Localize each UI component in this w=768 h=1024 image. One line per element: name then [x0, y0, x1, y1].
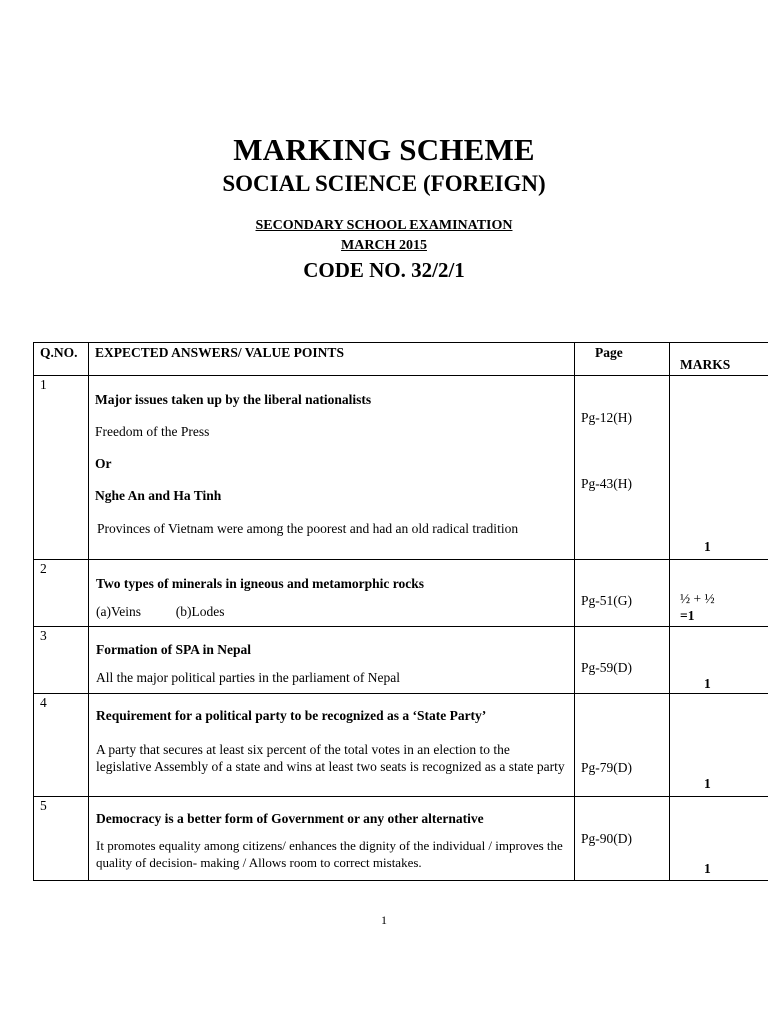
- row-4-page: Pg-79(D): [581, 760, 632, 775]
- row-5-answer: It promotes equality among citizens/ enhances the dignity of the individual / improves the quality of decision- making / Allows room to correct mistakes.: [96, 838, 563, 870]
- row-3-marks: 1: [704, 676, 711, 691]
- row-5-question: Democracy is a better form of Government or any other alternative: [96, 811, 484, 826]
- exam-name: SECONDARY SCHOOL EXAMINATION: [255, 218, 513, 233]
- row-3-marks-cell: [670, 627, 768, 694]
- row-2-page-cell: [575, 560, 670, 627]
- header-qno: Q.NO.: [34, 343, 89, 376]
- row-2-marks-line2: =1: [680, 608, 695, 623]
- row-3-question: Formation of SPA in Nepal: [96, 642, 251, 657]
- row-5-marks-cell: [670, 797, 768, 881]
- row-4-marks-cell: [670, 694, 768, 797]
- row-5-answer-cell: [89, 797, 575, 881]
- row-3-qno: 3: [34, 627, 89, 694]
- row-4-answer: A party that secures at least six percent of the total votes in an election to the legislative Assembly of a state and wins at least two seats is recognized as a state party: [96, 742, 565, 774]
- row-5-page: Pg-90(D): [581, 831, 632, 846]
- row-2-marks-cell: [670, 560, 768, 627]
- marking-scheme-table: [33, 342, 768, 881]
- row-1-marks: 1: [704, 539, 711, 554]
- row-3-page: Pg-59(D): [581, 660, 632, 675]
- row-1-question-alt: Nghe An and Ha Tinh: [95, 488, 222, 503]
- row-1-page-cell: [575, 376, 670, 560]
- header-marks: MARKS: [680, 357, 731, 372]
- page-number: 1: [381, 913, 387, 927]
- exam-month: MARCH 2015: [341, 238, 427, 253]
- row-4-page-cell: [575, 694, 670, 797]
- row-5-page-cell: [575, 797, 670, 881]
- page-title: MARKING SCHEME: [233, 132, 535, 167]
- row-1-marks-cell: [670, 376, 768, 560]
- row-1-answer-cell: [89, 376, 575, 560]
- row-3-answer: All the major political parties in the parliament of Nepal: [96, 670, 401, 685]
- table-header-row: [34, 343, 768, 376]
- row-1-page-alt: Pg-43(H): [581, 476, 632, 491]
- row-2-qno: 2: [34, 560, 89, 627]
- row-5-qno: 5: [34, 797, 89, 881]
- table-row: [34, 694, 768, 797]
- row-1-answer-alt: Provinces of Vietnam were among the poorest and had an old radical tradition: [97, 521, 519, 536]
- row-3-page-cell: [575, 627, 670, 694]
- row-2-page: Pg-51(G): [581, 593, 632, 608]
- page-subtitle: SOCIAL SCIENCE (FOREIGN): [222, 171, 546, 196]
- row-1-or: Or: [95, 456, 112, 471]
- header-page: Page: [575, 343, 670, 376]
- row-5-marks: 1: [704, 861, 711, 876]
- row-2-question: Two types of minerals in igneous and metamorphic rocks: [96, 576, 425, 591]
- row-4-answer-cell: [89, 694, 575, 797]
- row-1-page: Pg-12(H): [581, 410, 632, 425]
- row-2-marks-line1: ½ + ½: [680, 591, 715, 606]
- table-row: [34, 376, 768, 560]
- row-3-answer-cell: [89, 627, 575, 694]
- header-marks-cell: [670, 343, 768, 376]
- row-2-answer-b: (b)Lodes: [175, 604, 225, 619]
- row-2-answer-cell: [89, 560, 575, 627]
- table-row: [34, 797, 768, 881]
- row-1-qno: 1: [34, 376, 89, 560]
- row-1-question: Major issues taken up by the liberal nationalists: [95, 392, 372, 407]
- code-number: CODE NO. 32/2/1: [303, 258, 465, 282]
- row-2-answer-a: (a)Veins: [96, 604, 141, 619]
- table-row: [34, 627, 768, 694]
- header-answers: EXPECTED ANSWERS/ VALUE POINTS: [89, 343, 575, 376]
- row-4-qno: 4: [34, 694, 89, 797]
- row-1-answer: Freedom of the Press: [95, 424, 210, 439]
- row-4-marks: 1: [704, 776, 711, 791]
- table-row: [34, 560, 768, 627]
- row-4-question: Requirement for a political party to be recognized as a ‘State Party’: [96, 708, 487, 723]
